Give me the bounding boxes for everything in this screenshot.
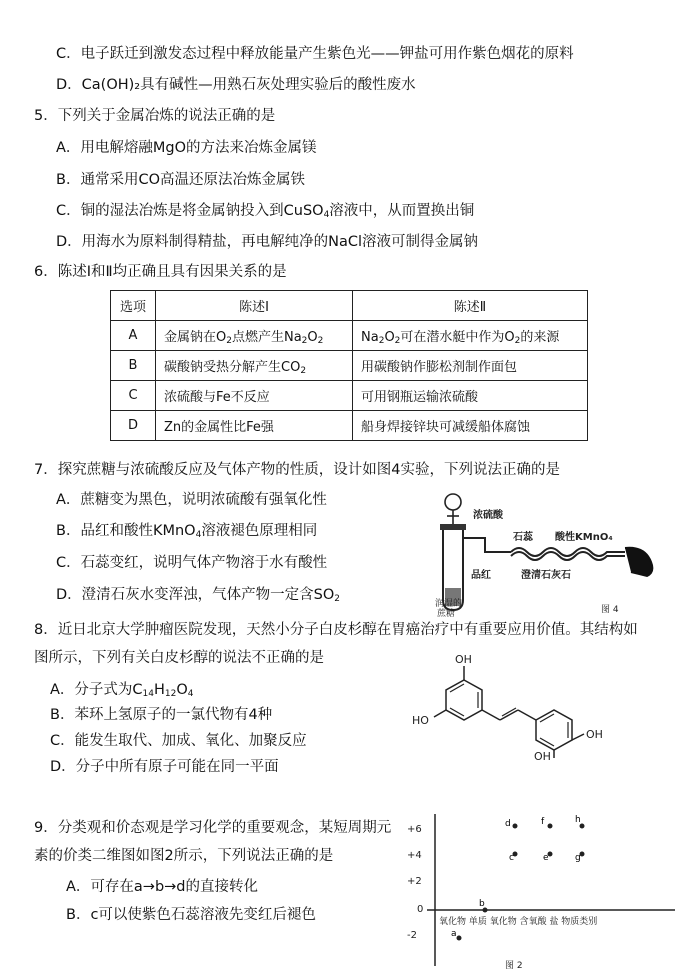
table-cell-statement-1: 金属钠在$O_2$点燃产生$Na_2O_2$: [156, 321, 353, 351]
q5-stem: 5．下列关于金属冶炼的说法正确的是: [34, 108, 276, 124]
y-tick-plus4: +4: [407, 850, 422, 861]
struct-oh-right: OH: [586, 728, 603, 741]
fig4-wet-label: 润湿的: [435, 599, 463, 609]
struct-oh-bottom: OH: [534, 750, 551, 760]
q7-option-b: B．品红和酸性KMnO$_4$溶液褪色原理相同: [56, 523, 318, 540]
q7-stem: 7．探究蔗糖与浓硫酸反应及气体产物的性质，设计如图4实验，下列说法正确的是: [34, 462, 560, 478]
table-cell-option: D: [111, 411, 156, 441]
q6-stem: 6．陈述Ⅰ和Ⅱ均正确且具有因果关系的是: [34, 264, 287, 280]
point-c-label: c: [509, 853, 514, 863]
table-header-row: [111, 291, 588, 321]
fig2-caption: 图 2: [505, 961, 523, 971]
q6-table: [110, 290, 588, 441]
q5-option-a: A．用电解熔融MgO的方法来冶炼金属镁: [56, 140, 317, 156]
table-cell-option: A: [111, 321, 156, 351]
table-cell-option: B: [111, 351, 156, 381]
y-tick-zero: 0: [417, 904, 424, 915]
table-cell-statement-2: $Na_2O_2$可在潜水艇中作为$O_2$的来源: [353, 321, 588, 351]
q9-option-b: B．c可以使紫色石蕊溶液先变红后褪色: [66, 907, 316, 923]
q7-option-d: D．澄清石灰水变浑浊，气体产物一定含$SO_2$: [56, 587, 341, 604]
q8-option-b: B．苯环上氢原子的一氯代物有4种: [50, 707, 273, 723]
fig4-kmno4-label: 酸性KMnO₄: [555, 532, 613, 543]
figure-molecular-structure: [410, 650, 610, 760]
table-cell-statement-1: 浓硫酸与Fe不反应: [156, 381, 353, 411]
point-e-label: e: [543, 853, 549, 863]
struct-ho-left: HO: [412, 714, 429, 727]
table-row: [111, 411, 588, 441]
y-tick-plus2: +2: [407, 876, 422, 887]
q4-option-d: D．Ca(OH)₂具有碱性—用熟石灰处理实验后的酸性废水: [56, 77, 416, 93]
table-header-statement-1: 陈述Ⅰ: [156, 291, 353, 321]
table-cell-statement-1: 碳酸钠受热分解产生$CO_2$: [156, 351, 353, 381]
fig4-sugar-label: 蔗糖: [437, 609, 456, 618]
fig4-lime-label: 澄清石灰石: [521, 570, 571, 581]
fig4-litmus-label: 石蕊: [513, 532, 533, 543]
table-cell-option: C: [111, 381, 156, 411]
point-b-label: b: [479, 899, 485, 909]
figure-4-apparatus: [425, 488, 665, 618]
q4-option-c: C．电子跃迁到激发态过程中释放能量产生紫色光——钾盐可用作紫色烟花的原料: [56, 46, 574, 62]
table-row: [111, 351, 588, 381]
q8-option-a: A．分子式为$C_{14}H_{12}O_4$: [50, 682, 194, 699]
q5-option-c: C．铜的湿法冶炼是将金属钠投入到CuSO$_4$溶液中，从而置换出铜: [56, 203, 475, 220]
fig4-caption: 图 4: [601, 605, 619, 615]
q8-option-c: C．能发生取代、加成、氧化、加聚反应: [50, 733, 307, 749]
point-d-label: d: [505, 819, 511, 829]
figure-2-valence-diagram: [405, 808, 685, 971]
table-row: [111, 381, 588, 411]
q5-option-d: D．用海水为原料制得精盐，再电解纯净的NaCl溶液可制得金属钠: [56, 234, 479, 250]
point-g-label: g: [575, 853, 581, 863]
q9-option-a: A．可存在a→b→d的直接转化: [66, 879, 259, 895]
struct-oh-top: OH: [455, 653, 472, 666]
q9-stem-line-1: 9．分类观和价态观是学习化学的重要观念，某短周期元: [34, 820, 392, 836]
point-f-label: f: [541, 817, 545, 827]
table-cell-statement-2: 用碳酸钠作膨松剂制作面包: [353, 351, 588, 381]
q7-option-c: C．石蕊变红，说明气体产物溶于水有酸性: [56, 555, 328, 571]
q8-stem-line-2: 图所示，下列有关白皮杉醇的说法不正确的是: [34, 650, 324, 666]
table-cell-statement-2: 船身焊接锌块可减缓船体腐蚀: [353, 411, 588, 441]
point-a-label: a: [451, 929, 457, 939]
table-row: [111, 321, 588, 351]
q9-stem-line-2: 素的价类二维图如图2所示，下列说法正确的是: [34, 848, 334, 864]
fig4-pinred-label: 品红: [471, 570, 491, 581]
table-header-option: 选项: [111, 291, 156, 321]
q7-option-a: A．蔗糖变为黑色，说明浓硫酸有强氧化性: [56, 492, 327, 508]
point-h-label: h: [575, 815, 581, 825]
table-cell-statement-1: Zn的金属性比Fe强: [156, 411, 353, 441]
fig4-acid-label: 浓硫酸: [473, 510, 503, 521]
table-cell-statement-2: 可用钢瓶运输浓硫酸: [353, 381, 588, 411]
y-tick-minus2: -2: [407, 930, 417, 941]
x-category-labels: 氧化物 单质 氧化物 含氧酸 盐 物质类别: [439, 917, 598, 927]
q5-option-b: B．通常采用CO高温还原法冶炼金属铁: [56, 172, 305, 188]
q8-option-d: D．分子中所有原子可能在同一平面: [50, 759, 279, 775]
table-header-statement-2: 陈述Ⅱ: [353, 291, 588, 321]
q8-stem-line-1: 8．近日北京大学肿瘤医院发现，天然小分子白皮杉醇在胃癌治疗中有重要应用价值。其结构如: [34, 622, 638, 638]
y-tick-plus6: +6: [407, 824, 422, 835]
